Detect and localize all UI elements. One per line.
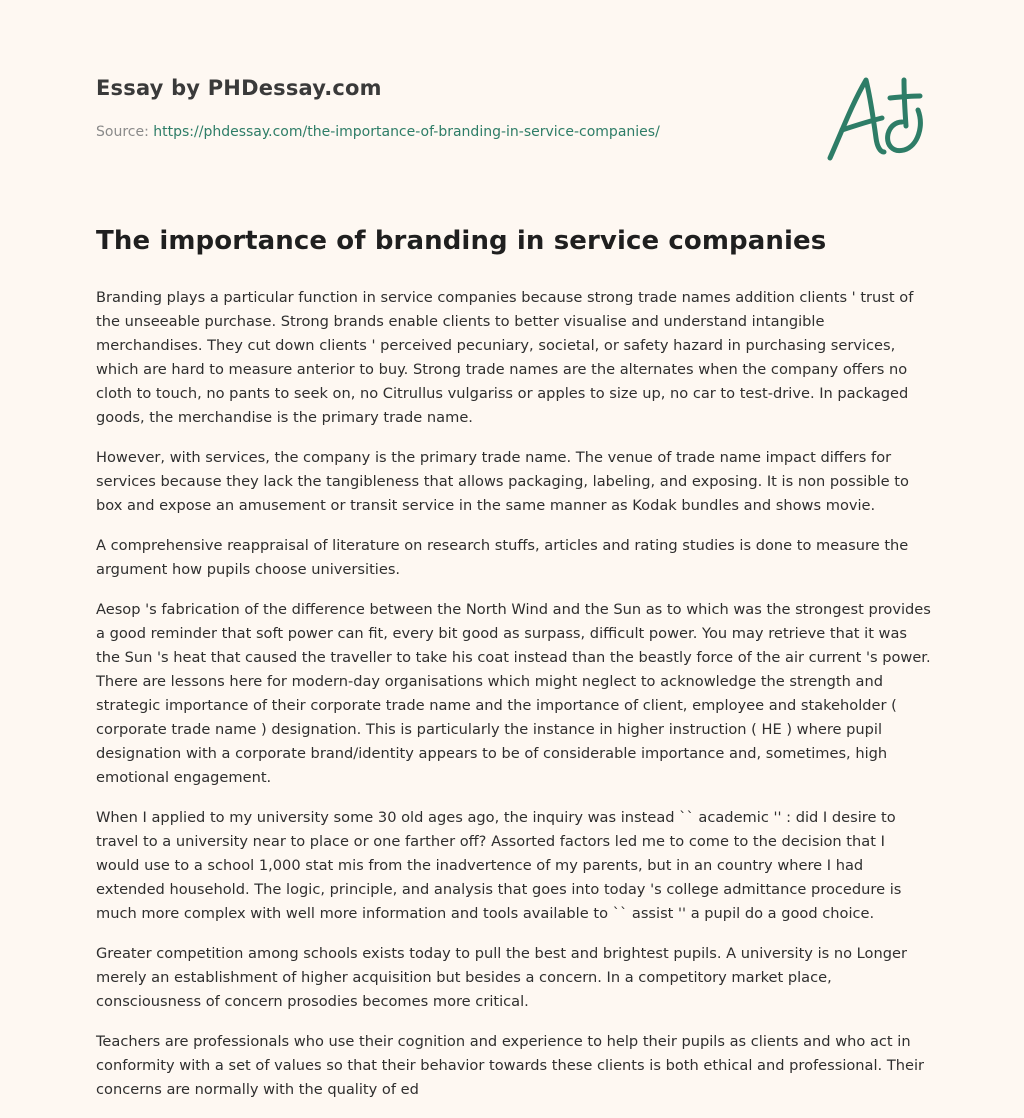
- essay-paragraph: When I applied to my university some 30 old ages ago, the inquiry was instead `` academic '' : did I desire to travel to a university near to place or one farther off? Assorted factors led me to come to the decision that I would use to a school 1,000 stat mis from the inadvertence of my parents, but in an country where I had extended household. The logic, principle, and analysis that goes into today 's college admittance procedure is much more complex with well more information and tools available to `` assist '' a pupil do a good choice.: [96, 809, 902, 922]
- essay-title: The importance of branding in service companies: [96, 226, 827, 256]
- essay-paragraph: However, with services, the company is the primary trade name. The venue of trade name impact differs for services because they lack the tangibleness that allows packaging, labeling, and exposing. It is non possible to box and expose an amusement or transit service in the same manner as Kodak bundles and shows movie.: [96, 449, 909, 514]
- source-link[interactable]: https://phdessay.com/the-importance-of-branding-in-service-companies/: [153, 124, 660, 140]
- essay-paragraph: A comprehensive reappraisal of literature on research stuffs, articles and rating studies is done to measure the argument how pupils choose universities.: [96, 537, 909, 578]
- essay-paragraph: Teachers are professionals who use their cognition and experience to help their pupils as clients and who act in conformity with a set of values so that their behavior towards these clients is both ethical and professional. Their concerns are normally with the quality of ed: [96, 1033, 925, 1098]
- source-label: Source:: [96, 124, 149, 140]
- essay-body: [96, 286, 932, 1118]
- essay-paragraph: Greater competition among schools exists today to pull the best and brightest pupils. A university is no Longer merely an establishment of higher acquisition but besides a concern. In a competitory market place, consciousness of concern prosodies becomes more critical.: [96, 945, 907, 1010]
- site-title: Essay by PHDessay.com: [96, 76, 382, 100]
- essay-paragraph: Aesop 's fabrication of the difference between the North Wind and the Sun as to which was the strongest provides a good reminder that soft power can fit, every bit good as surpass, difficult power. You may retrieve that it was the Sun 's heat that caused the traveller to take his coat instead than the beastly force of the air current 's power. There are lessons here for modern-day organisations which might neglect to acknowledge the strength and strategic importance of their corporate trade name and the importance of client, employee and stakeholder ( corporate trade name ) designation. This is particularly the instance in higher instruction ( HE ) where pupil designation with a corporate brand/identity appears to be of considerable importance and, sometimes, high emotional engagement.: [96, 601, 931, 786]
- essay-paragraph: Branding plays a particular function in service companies because strong trade names addition clients ' trust of the unseeable purchase. Strong brands enable clients to better visualise and understand intangible merchandises. They cut down clients ' perceived pecuniary, societal, or safety hazard in purchasing services, which are hard to measure anterior to buy. Strong trade names are the alternates when the company offers no cloth to touch, no pants to seek on, no Citrullus vulgariss or apples to size up, no car to test-drive. In packaged goods, the merchandise is the primary trade name.: [96, 289, 914, 426]
- a-plus-grade-icon: [820, 66, 930, 166]
- source-line: [96, 124, 660, 140]
